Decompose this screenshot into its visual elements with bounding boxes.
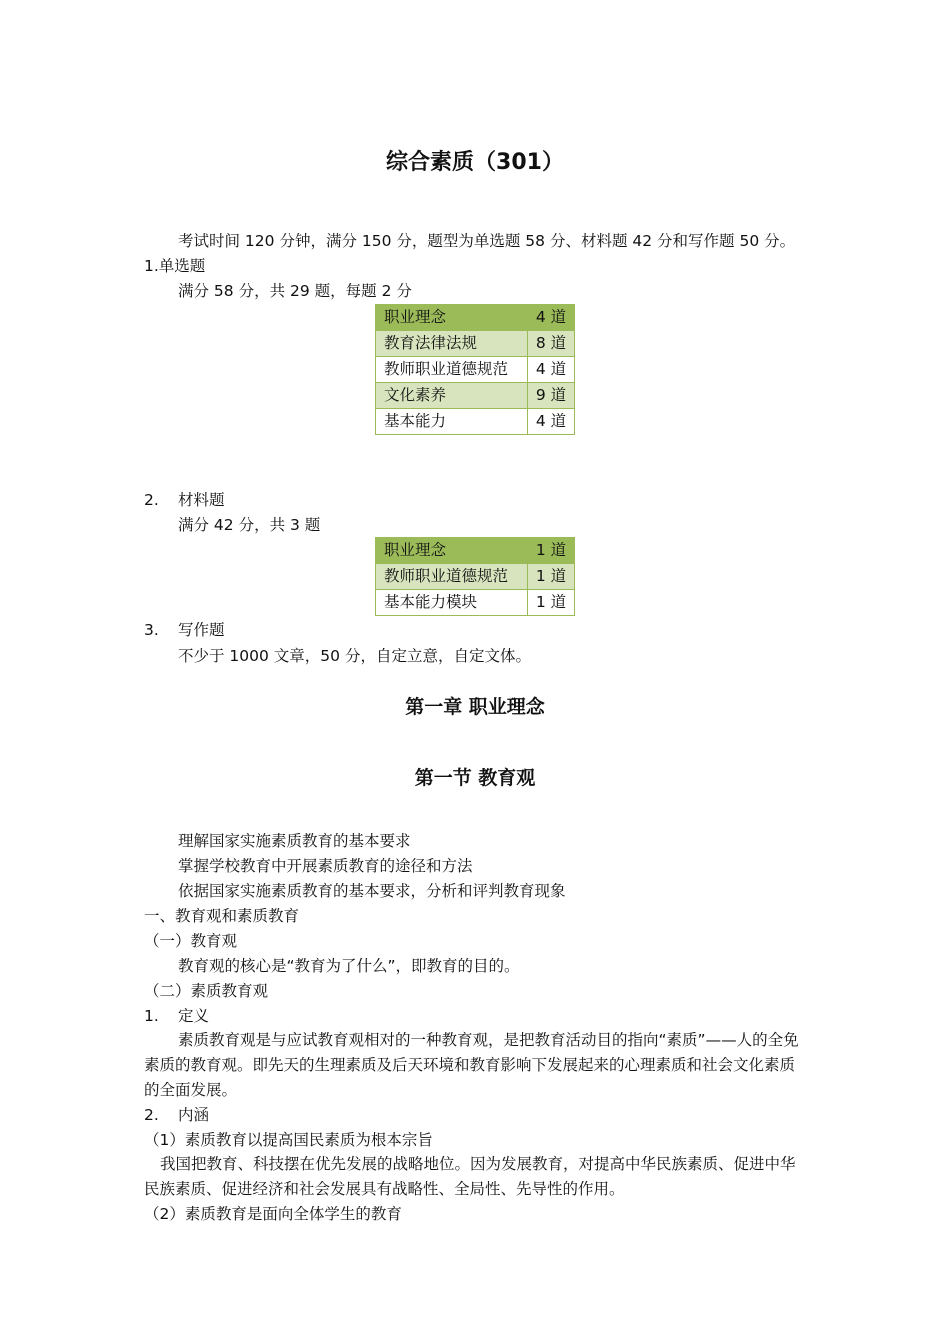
item-1-title: 定义 bbox=[178, 1007, 210, 1025]
paragraph-content-1: 我国把教育、科技摆在优先发展的战略地位。因为发展教育，对提高中华民族素质、促进中华民族素质、促进经济和社会发展具有战略性、全局性、先导性的作用。 bbox=[144, 1155, 796, 1198]
section-heading: 第一节 教育观 bbox=[414, 767, 536, 789]
section-1-title: 1.单选题 bbox=[144, 257, 206, 275]
table-cell-count: 1 道 bbox=[528, 564, 575, 590]
section-1-desc: 满分 58 分，共 29 题，每题 2 分 bbox=[178, 282, 412, 300]
heading-content-2: （2）素质教育是面向全体学生的教育 bbox=[144, 1205, 402, 1223]
requirement-1: 理解国家实施素质教育的基本要求 bbox=[178, 832, 411, 850]
paragraph-sub-1: 教育观的核心是“教育为了什么”，即教育的目的。 bbox=[178, 957, 520, 975]
section-2-desc: 满分 42 分，共 3 题 bbox=[178, 516, 321, 534]
table-cell-name: 基本能力模块 bbox=[376, 590, 528, 616]
requirement-2: 掌握学校教育中开展素质教育的途径和方法 bbox=[178, 857, 473, 875]
definition-paragraph: 素质教育观是与应试教育观相对的一种教育观，是把教育活动目的指向“素质”——人的全免素质的教育观。即先天的生理素质及后天环境和教育影响下发展起来的心理素质和社会文化素质的全面发展。 bbox=[144, 1031, 799, 1099]
table-cell-name: 教育法律法规 bbox=[376, 331, 528, 357]
table-cell-name: 教师职业道德规范 bbox=[376, 357, 528, 383]
table-cell-count: 1 道 bbox=[528, 590, 575, 616]
table-cell-count: 4 道 bbox=[528, 357, 575, 383]
table-cell-name: 基本能力 bbox=[376, 409, 528, 435]
table-row bbox=[376, 590, 575, 616]
table-cell-name: 教师职业道德规范 bbox=[376, 564, 528, 590]
table-cell-name: 职业理念 bbox=[376, 305, 528, 331]
section-3-number: 3. bbox=[144, 621, 159, 639]
table-row bbox=[376, 331, 575, 357]
table-row bbox=[376, 383, 575, 409]
table-row bbox=[376, 305, 575, 331]
table-cell-count: 4 道 bbox=[528, 409, 575, 435]
section-2-title: 材料题 bbox=[178, 491, 225, 509]
material-table bbox=[375, 537, 575, 616]
heading-sub-1: （一）教育观 bbox=[144, 932, 238, 950]
requirement-3: 依据国家实施素质教育的基本要求，分析和评判教育现象 bbox=[178, 882, 566, 900]
table-cell-count: 9 道 bbox=[528, 383, 575, 409]
table-cell-name: 职业理念 bbox=[376, 538, 528, 564]
table-row bbox=[376, 357, 575, 383]
heading-part-one: 一、教育观和素质教育 bbox=[144, 907, 300, 925]
table-row bbox=[376, 564, 575, 590]
intro-text: 考试时间 120 分钟，满分 150 分，题型为单选题 58 分、材料题 42 分和写作题 50 分。 bbox=[178, 232, 796, 250]
section-3-desc: 不少于 1000 文章，50 分，自定立意，自定文体。 bbox=[178, 647, 531, 665]
table-cell-name: 文化素养 bbox=[376, 383, 528, 409]
table-row bbox=[376, 409, 575, 435]
chapter-title: 第一章 职业理念 bbox=[405, 696, 545, 718]
table-cell-count: 1 道 bbox=[528, 538, 575, 564]
item-2-title: 内涵 bbox=[178, 1106, 210, 1124]
table-cell-count: 8 道 bbox=[528, 331, 575, 357]
section-3-title: 写作题 bbox=[178, 621, 225, 639]
table-row bbox=[376, 538, 575, 564]
document-title: 综合素质（301） bbox=[386, 150, 564, 175]
heading-sub-2: （二）素质教育观 bbox=[144, 982, 269, 1000]
item-1-number: 1. bbox=[144, 1007, 159, 1025]
table-cell-count: 4 道 bbox=[528, 305, 575, 331]
single-choice-table bbox=[375, 304, 575, 435]
item-2-number: 2. bbox=[144, 1106, 159, 1124]
section-2-number: 2. bbox=[144, 491, 159, 509]
heading-content-1: （1）素质教育以提高国民素质为根本宗旨 bbox=[144, 1131, 433, 1149]
